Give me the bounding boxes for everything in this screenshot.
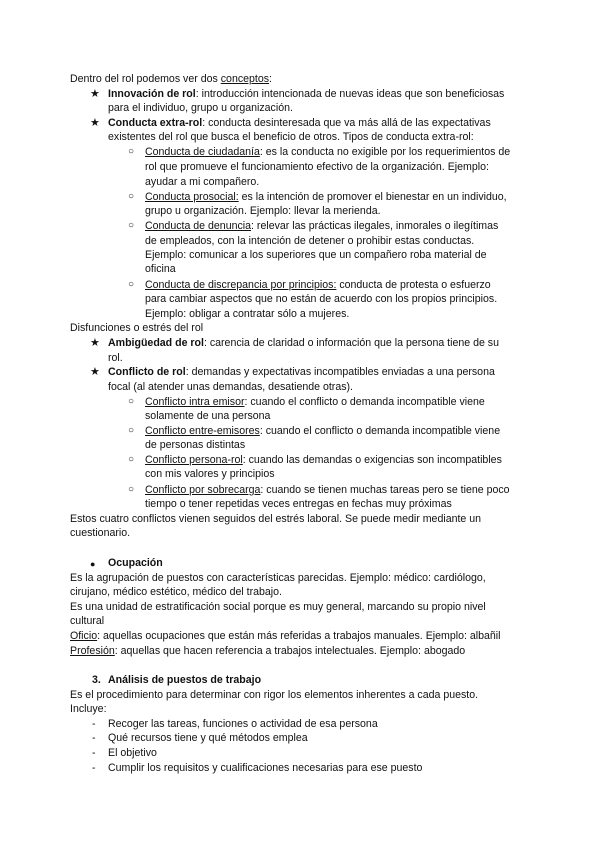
analisis-para-1: Es el procedimiento para determinar con rigor los elementos inherentes a cada puesto. xyxy=(70,689,479,701)
star-bullet-icon: ★ xyxy=(90,366,100,378)
prosocial-line-1: Conducta prosocial: es la intención de promover el bienestar en un individuo, xyxy=(145,191,507,203)
denuncia-line-1: Conducta de denuncia: relevar las prácticas ilegales, inmorales o ilegítimas xyxy=(145,220,499,232)
innovacion-line-1: Innovación de rol: introducción intencionada de nuevas ideas que son beneficiosas xyxy=(108,88,505,100)
denuncia-line-2: de empleados, con la intención de detener o prohibir estas conductas. xyxy=(145,235,475,247)
circle-bullet-icon: ○ xyxy=(128,279,135,290)
circle-bullet-icon: ○ xyxy=(128,396,135,407)
conflicto-rol-line-2: focal (al atender unas demandas, desatiende otras). xyxy=(108,381,353,393)
circle-bullet-icon: ○ xyxy=(128,191,135,202)
extra-rol-line-1: Conducta extra-rol: conducta desinteresada que va más allá de las expectativas xyxy=(108,117,491,129)
intra-emisor-line-2: solamente de una persona xyxy=(145,410,271,422)
list-item: Cumplir los requisitos y cualificaciones necesarias para ese puesto xyxy=(108,762,423,774)
entre-emisores-line-2: de personas distintas xyxy=(145,439,246,451)
ocupacion-para-2: cirujano, médico estético, médico del trabajo. xyxy=(70,586,282,598)
persona-rol-line-1: Conflicto persona-rol: cuando las demandas o exigencias son incompatibles xyxy=(145,454,502,466)
entre-emisores-line-1: Conflicto entre-emisores: cuando el conflicto o demanda incompatible viene xyxy=(145,425,501,437)
dash-bullet-icon: - xyxy=(92,747,96,759)
denuncia-line-3: Ejemplo: comunicar a los superiores que un compañero roba material de xyxy=(145,249,487,261)
ciudadania-line-1: Conducta de ciudadanía: es la conducta no exigible por los requerimientos de xyxy=(145,146,511,158)
circle-bullet-icon: ○ xyxy=(128,220,135,231)
ocupacion-heading: Ocupación xyxy=(108,557,163,569)
ambiguedad-line-2: rol. xyxy=(108,352,123,364)
list-item: El objetivo xyxy=(108,747,157,759)
dash-bullet-icon: - xyxy=(92,762,96,774)
discrepancia-line-3: Ejemplo: obligar a contratar sólo a mujeres. xyxy=(145,308,350,320)
ocupacion-para-1: Es la agrupación de puestos con características parecidas. Ejemplo: médico: cardiólogo, xyxy=(70,572,486,584)
circle-bullet-icon: ○ xyxy=(128,454,135,465)
dot-bullet-icon: ● xyxy=(90,559,96,569)
discrepancia-line-1: Conducta de discrepancia por principios: conducta de protesta o esfuerzo xyxy=(145,279,491,291)
ciudadania-line-3: ayudar a mi compañero. xyxy=(145,176,260,188)
conflicto-rol-line-1: Conflicto de rol: demandas y expectativas incompatibles enviadas a una persona xyxy=(108,366,495,378)
ambiguedad-line-1: Ambigüedad de rol: carencia de claridad o información que la persona tiene de su xyxy=(108,337,499,349)
dash-bullet-icon: - xyxy=(92,732,96,744)
dash-bullet-icon: - xyxy=(92,718,96,730)
denuncia-line-4: oficina xyxy=(145,263,176,275)
analisis-heading: Análisis de puestos de trabajo xyxy=(108,674,262,686)
sobrecarga-line-2: tiempo o tener repetidas veces entregas en fechas muy próximas xyxy=(145,498,452,510)
star-bullet-icon: ★ xyxy=(90,88,100,100)
prosocial-line-2: grupo u organización. Ejemplo: llevar la merienda. xyxy=(145,205,381,217)
estos-line-2: cuestionario. xyxy=(70,527,131,539)
star-bullet-icon: ★ xyxy=(90,337,100,349)
discrepancia-line-2: para cambiar aspectos que no están de acuerdo con los propios principios. xyxy=(145,293,498,305)
circle-bullet-icon: ○ xyxy=(128,425,135,436)
sobrecarga-line-1: Conflicto por sobrecarga: cuando se tienen muchas tareas pero se tiene poco xyxy=(145,484,510,496)
ocupacion-para-3: Es una unidad de estratificación social porque es muy general, marcando su propio nivel xyxy=(70,601,486,613)
profesion-line: Profesión: aquellas que hacen referencia a trabajos intelectuales. Ejemplo: abogado xyxy=(70,645,466,657)
circle-bullet-icon: ○ xyxy=(128,484,135,495)
ciudadania-line-2: rol que promueve el funcionamiento efectivo de la organización. Ejemplo: xyxy=(145,161,489,173)
star-bullet-icon: ★ xyxy=(90,117,100,129)
intra-emisor-line-1: Conflicto intra emisor: cuando el conflicto o demanda incompatible viene xyxy=(145,396,485,408)
innovacion-line-2: para el individuo, grupo u organización. xyxy=(108,102,293,114)
estos-line-1: Estos cuatro conflictos vienen seguidos del estrés laboral. Se puede medir mediante un xyxy=(70,513,482,525)
analisis-number: 3. xyxy=(92,674,101,686)
disfunciones-heading: Disfunciones o estrés del rol xyxy=(70,322,204,334)
list-item: Recoger las tareas, funciones o actividad de esa persona xyxy=(108,718,378,730)
oficio-line: Oficio: aquellas ocupaciones que están más referidas a trabajos manuales. Ejemplo: albañil xyxy=(70,630,501,642)
ocupacion-para-4: cultural xyxy=(70,615,105,627)
circle-bullet-icon: ○ xyxy=(128,146,135,157)
intro-line: Dentro del rol podemos ver dos conceptos: xyxy=(70,73,272,85)
extra-rol-line-2: existentes del rol que busca el beneficio de otros. Tipos de conducta extra-rol: xyxy=(108,131,474,143)
analisis-para-2: Incluye: xyxy=(70,703,107,715)
persona-rol-line-2: con mis valores y principios xyxy=(145,468,275,480)
list-item: Qué recursos tiene y qué métodos emplea xyxy=(108,732,308,744)
